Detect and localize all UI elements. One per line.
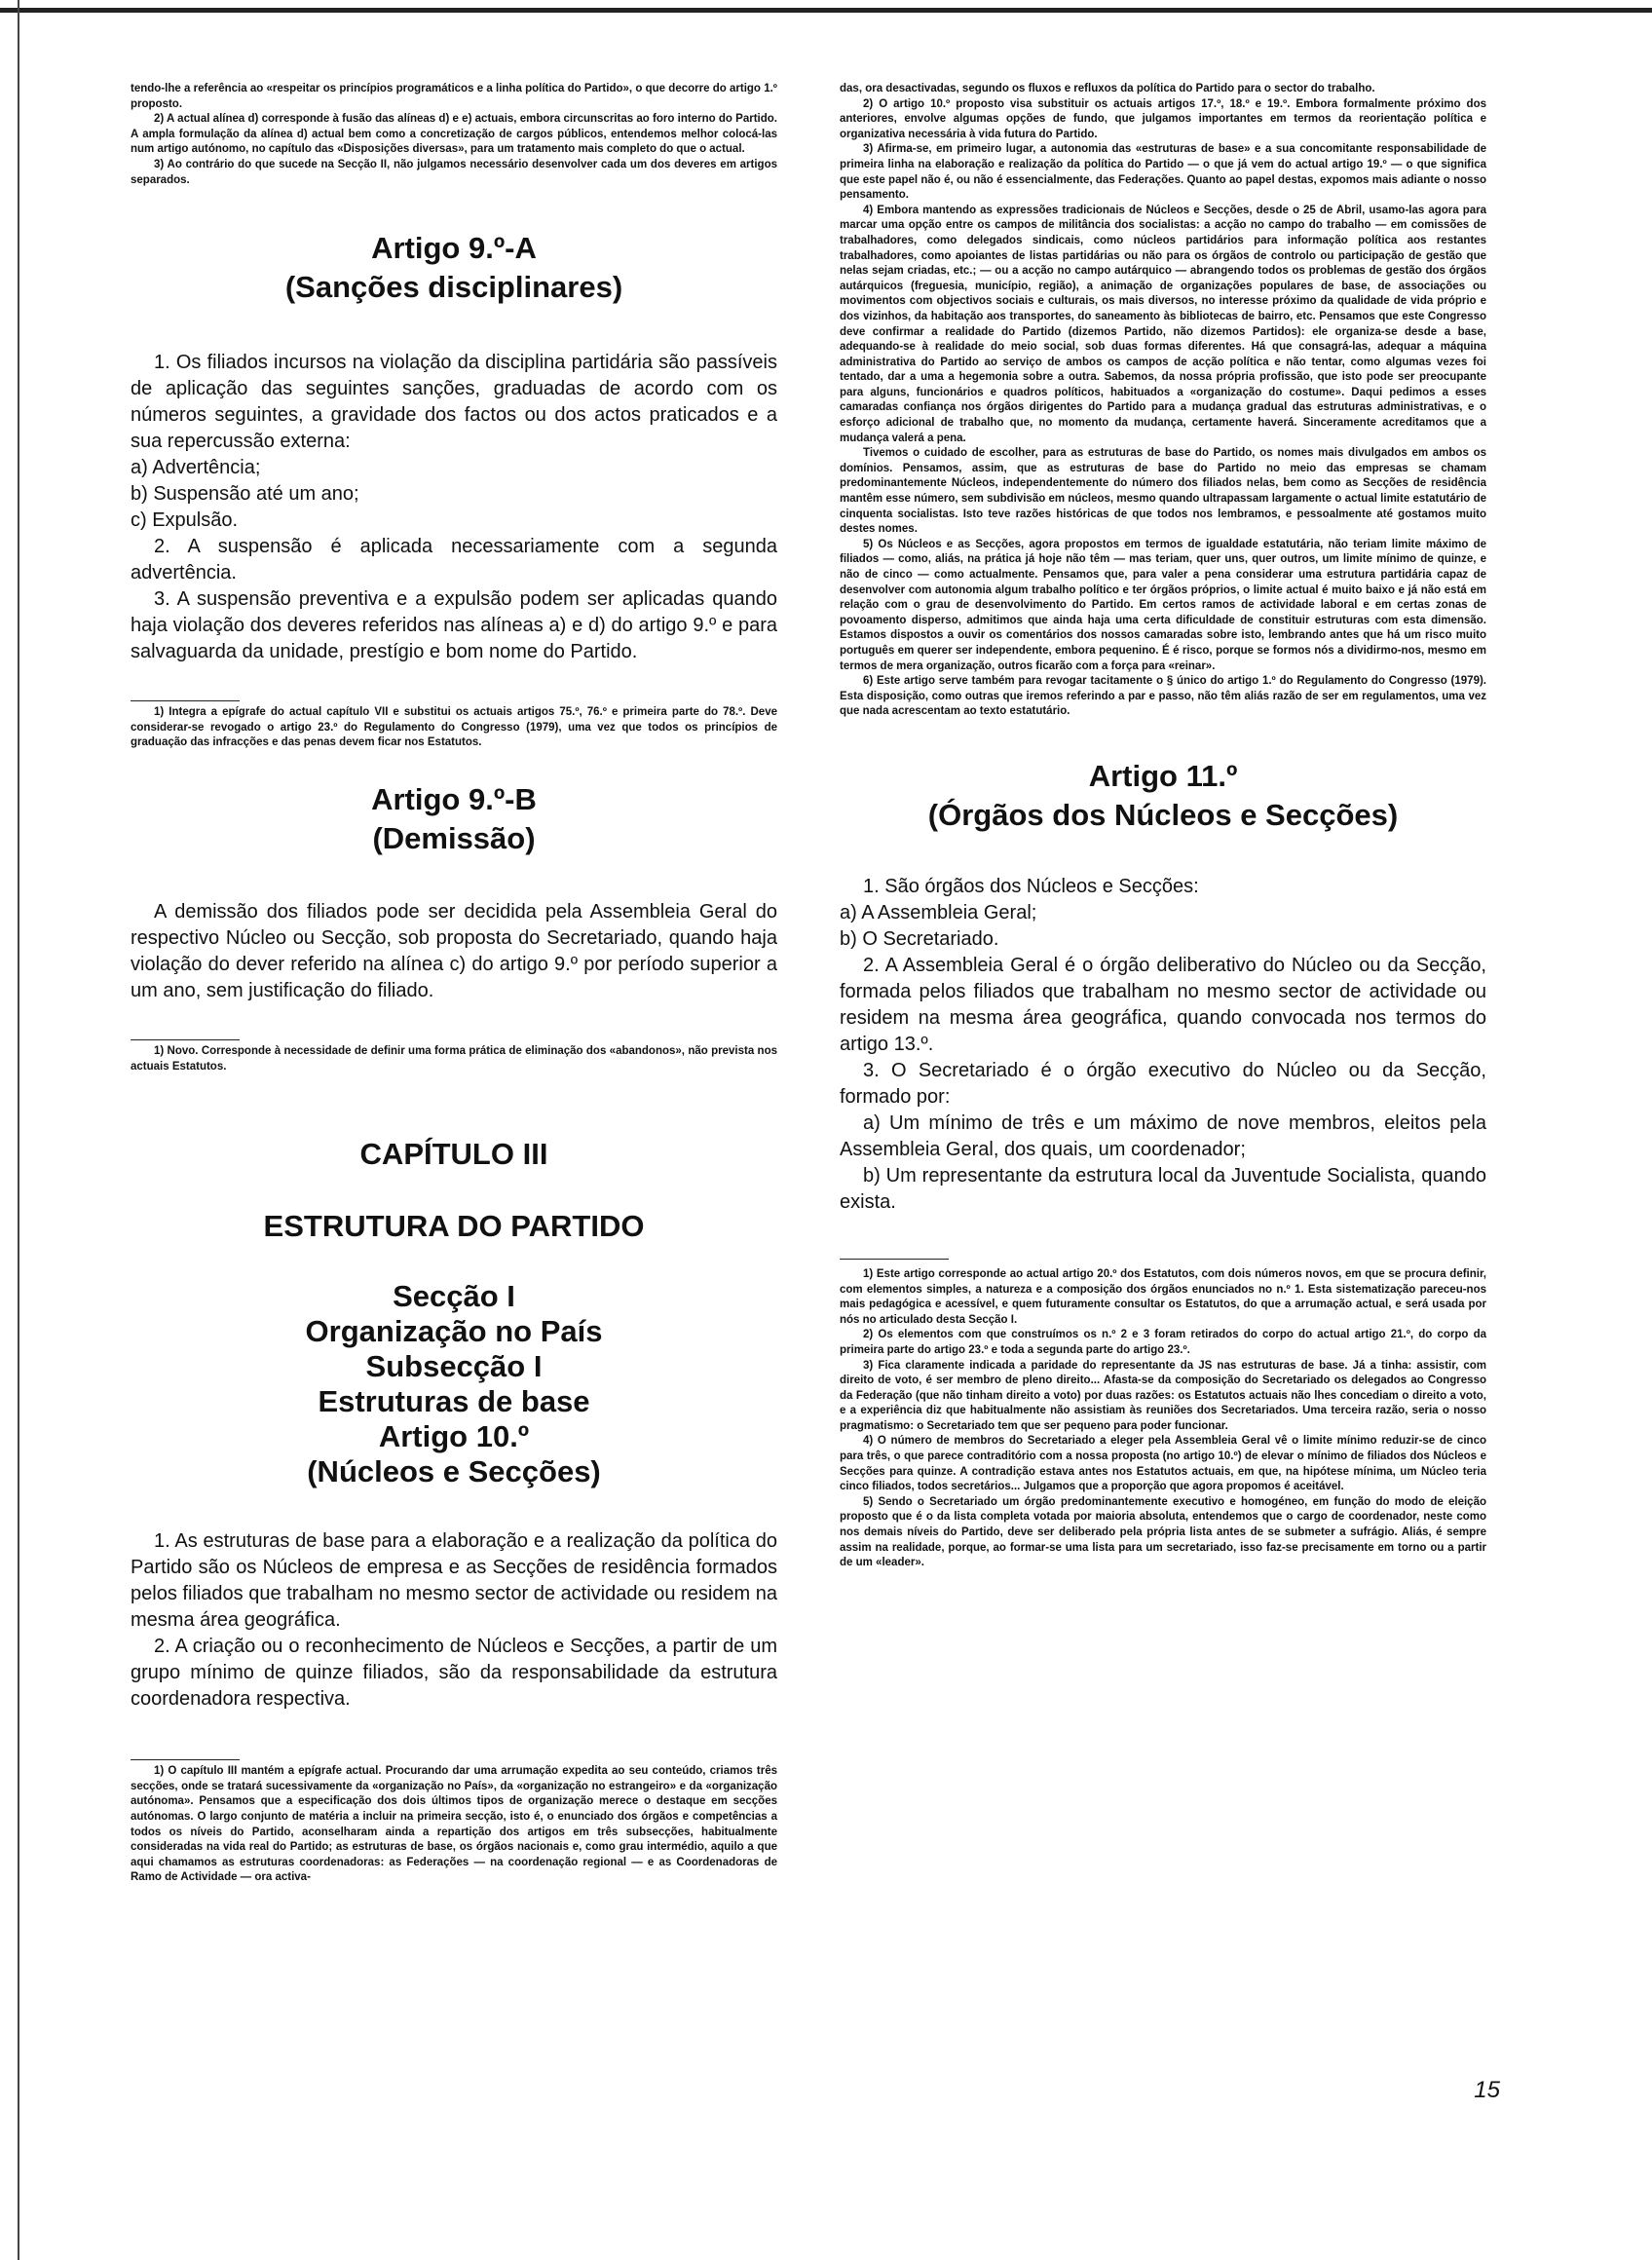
continued-note-2: 2) A actual alínea d) corresponde à fusão das alíneas d) e e) actuais, embora circunscritas ao foro interno do Partido. A ampla formulação da alínea d) actual bem como a concretização de cargos públicos, entendemos melhor colocá-las num artigo autónomo, no capítulo das «Disposições diversas», para um tratamento mais completo do que o actual. (131, 113, 777, 156)
article-11-item-3a: a) Um mínimo de três e um máximo de nove membros, eleitos pela Assembleia Geral, dos quais, um coordenador; (840, 1111, 1486, 1160)
article-10-title: Artigo 10.º (378, 1419, 530, 1454)
article-11-paragraph-1: 1. São órgãos dos Núcleos e Secções: (863, 875, 1199, 897)
article-9a-item-a: a) Advertência; (131, 457, 261, 479)
footnote-rule (131, 1759, 240, 1760)
article-9b-title: Artigo 9.º-B (371, 781, 537, 816)
article-9a-item-b: b) Suspensão até um ano; (131, 483, 359, 506)
right-column (840, 82, 1486, 1571)
article-9a-subtitle: (Sanções disciplinares) (284, 270, 623, 305)
continued-note-p6: 5) Os Núcleos e as Secções, agora propostos em termos de igualdade estatutária, não teriam limite máximo de filiados — como, aliás, na prática já hoje não têm — mas teriam, quer uns, quer outros, um limite mínimo de quinze, e não de cinco — como actualmente. Pensamos que, para valer a pena considerar uma estrutura partidária capaz de desenvolver com autonomia algum trabalho político e ter órgãos próprios, o limite actual é muito baixo e já não está em relação com o grau de desenvolvimento do Partido. Em certos ramos de actividade laboral e em certas zonas de povoamento disperso, admitimos que ainda haja uma certa dificuldade de constituir estruturas com esta dimensão. Estamos dispostos a ouvir os comentários dos nossos camaradas sobre isto, lembrando antes que há um risco muito português em querer ser independente, embora pequenino. É é risco, porque se formos nós a dividirmo-nos, mesmo em termos de mera organização, outros ficarão com a força para «reinar». (840, 538, 1486, 672)
article-10-paragraph-2: 2. A criação ou o reconhecimento de Núcleos e Secções, a partir de um grupo mínimo de quinze filiados, são da responsabilidade da estrutura coordenadora respectiva. (131, 1636, 777, 1711)
footnote-rule (840, 1259, 949, 1260)
section-heading: Secção I (393, 1279, 515, 1314)
article-9a-paragraph-3: 3. A suspensão preventiva e a expulsão podem ser aplicadas quando haja violação dos deveres referidos nas alíneas a) e d) do artigo 9.º e para salvaguarda da unidade, prestígio e bom nome do Partido. (131, 588, 777, 663)
section-title: Organização no País (305, 1314, 603, 1349)
article-11-title: Artigo 11.º (1088, 758, 1238, 793)
article-11-item-a: a) A Assembleia Geral; (840, 901, 1037, 923)
continued-note-p5: Tivemos o cuidado de escolher, para as estruturas de base do Partido, os nomes mais divulgados em ambos os domínios. Pensamos, assim, que as estruturas de base do Partido no meio das empresas se chamam predominantemente Núcleos, independentemente do número dos filiados nelas, bem como as Secções de residência mantêm esse número, sem subdivisão em núcleos, mesmo quando ultrapassam largamente o actual limite estatutário de cinquenta socialistas. Isto teve razões históricas de que todos nos lembramos, e pessoalmente até gostamos muito destes nomes. (840, 447, 1486, 536)
article-9b-paragraph-1: A demissão dos filiados pode ser decidida pela Assembleia Geral do respectivo Núcleo ou Secção, sob proposta do Secretariado, quando haja violação do dever referido na alínea c) do artigo 9.º por período superior a um ano, sem justificação do filiado. (131, 900, 777, 1001)
top-border (0, 8, 1652, 13)
subsection-title: Estruturas de base (318, 1384, 590, 1419)
article-9a-paragraph-1: 1. Os filiados incursos na violação da disciplina partidária são passíveis de aplicação das seguintes sanções, graduadas de acordo com os números seguintes, a gravidade dos factos ou dos actos praticados e a sua repercussão externa: (131, 352, 777, 453)
continued-note-3: 3) Ao contrário do que sucede na Secção II, não julgamos necessário desenvolver cada um dos deveres em artigos separados. (131, 158, 777, 186)
article-10-paragraph-1: 1. As estruturas de base para a elaboração e a realização da política do Partido são os Núcleos de empresa e as Secções de residência formados pelos filiados que trabalham no mesmo sector de actividade ou residem na mesma área geográfica. (131, 1530, 777, 1632)
chapter-heading: CAPÍTULO III (359, 1137, 548, 1172)
article-11-footnote-1: 1) Este artigo corresponde ao actual artigo 20.º dos Estatutos, com dois números novos, em que se procura definir, com elementos simples, a natureza e a composição dos órgãos enunciados no n.º 1. Esta sistematização pareceu-nos mais pedagógica e acessível, e quem futuramente consultar os Estatutos, do que a arrumação actual, e será usada por nós no articulado desta Secção I. (840, 1267, 1486, 1326)
article-9a-paragraph-2: 2. A suspensão é aplicada necessariamente com a segunda advertência. (131, 536, 777, 584)
footnote-rule (131, 1039, 240, 1040)
article-11-footnote-4: 4) O número de membros do Secretariado a eleger pela Assembleia Geral vê o limite mínimo reduzir-se de cinco para três, o que parece contraditório com a nossa proposta (no artigo 10.º) de elevar o mínimo de filiados dos Núcleos e Secções para quinze. A contradição estava antes nos Estatutos actuais, em que, na hipótese mínima, um Núcleo teria cinco filiados, todos secretários... Julgamos que a proporção que agora propomos é aceitável. (840, 1435, 1486, 1493)
continued-note-p2: 2) O artigo 10.º proposto visa substituir os actuais artigos 17.º, 18.º e 19.º. Embora formalmente próximo dos anteriores, envolve algumas opções de fundo, que julgamos importantes em termos da reorientação política e organizativa necessária à vida futura do Partido. (840, 97, 1486, 140)
article-9b-subtitle: (Demissão) (372, 820, 536, 855)
article-11-paragraph-3: 3. O Secretariado é o órgão executivo do Núcleo ou da Secção, formado por: (840, 1059, 1486, 1108)
article-11-item-b: b) O Secretariado. (840, 927, 999, 950)
continued-note-p1: das, ora desactivadas, segundo os fluxos e refluxos da política do Partido para o sector do trabalho. (840, 83, 1375, 94)
binding-edge (18, 0, 19, 2260)
continued-note-p3: 3) Afirma-se, em primeiro lugar, a autonomia das «estruturas de base» e a sua concomitante responsabilidade de primeira linha na elaboração e realização da política do Partido — o que já vem do actual artigo 19.º — o que significa que este papel não é, ou não é essencialmente, das Federações. Quanto ao papel destas, expomos mais adiante o nosso pensamento. (840, 143, 1486, 202)
footnote-rule (131, 700, 240, 701)
article-10-subtitle: (Núcleos e Secções) (307, 1454, 601, 1489)
article-9a-item-c: c) Expulsão. (131, 509, 239, 532)
chapter-title: ESTRUTURA DO PARTIDO (263, 1209, 645, 1244)
left-column (131, 82, 777, 1886)
chapter-footnote: 1) O capítulo III mantém a epígrafe actual. Procurando dar uma arrumação expedita ao seu conteúdo, criamos três secções, onde se tratará sucessivamente da «organização no País», da «organização no estrangeiro» e da «organização autónoma». Pensamos que a especificação dos dois últimos tipos de organização merece o destaque em secções autónomas. O largo conjunto de matéria a incluir na primeira secção, isto é, o enunciado dos órgãos e competências a todos os níveis do Partido, aconselharam ainda a repartição dos artigos em três subsecções, habitualmente consideradas na vida real do Partido; as estruturas de base, os órgãos nacionais e, como grau intermédio, aquilo a que aqui chamamos as estruturas coordenadoras: as Federações — na coordenação regional — e as Coordenadoras de Ramo de Actividade — ora activa- (131, 1765, 777, 1884)
article-11-subtitle: (Órgãos dos Núcleos e Secções) (927, 797, 1399, 832)
continued-note-p7: 6) Este artigo serve também para revogar tacitamente o § único do artigo 1.º do Regulamento do Congresso (1979). Esta disposição, como outras que iremos referindo a par e passo, não têm aliás razão de ser em regulamentos, uma vez que nada acrescentam ao texto estatutário. (840, 675, 1486, 718)
article-9b-footnote: 1) Novo. Corresponde à necessidade de definir uma forma prática de eliminação dos «abandonos», não prevista nos actuais Estatutos. (131, 1044, 777, 1073)
continued-note-1: tendo-lhe a referência ao «respeitar os princípios programáticos e a linha política do Partido», o que decorre do artigo 1.º proposto. (131, 83, 777, 110)
page-number: 15 (1474, 2077, 1500, 2103)
article-11-footnote-3: 3) Fica claramente indicada a paridade do representante da JS nas estruturas de base. Já a tinha: assistir, com direito de voto, é ser membro de pleno direito... Afasta-se da composição do Secretariado os delegados ao Congresso da Federação (que não tinham direito a voto) por duas razões: os Estatutos actuais não lhes concediam o direito a voto, e a experiência diz que habitualmente não assistiam às reuniões dos Secretariados. Uma terceira razão, seria o nosso pragmatismo: o Secretariado tem que ser pequeno para poder funcionar. (840, 1359, 1486, 1432)
article-11-paragraph-2: 2. A Assembleia Geral é o órgão deliberativo do Núcleo ou da Secção, formada pelos filiados que trabalham no mesmo sector de actividade ou residem na mesma área geográfica, quando convocada nos termos do artigo 13.º. (840, 954, 1486, 1055)
continued-note-p4: 4) Embora mantendo as expressões tradicionais de Núcleos e Secções, desde o 25 de Abril, usamo-las agora para marcar uma opção entre os campos de militância dos socialistas: a acção no campo do trabalho — em comissões de trabalhadores, como delegados sindicais, como núcleos partidários para informação política aos restantes trabalhadores, como apoiantes de listas partidárias ou não para os órgãos de controlo ou participação de gestão que nelas sejam criadas, etc.; — ou a acção no campo autárquico — abrangendo todos os problemas de gestão dos órgãos autárquicos (freguesia, município, região), a animação de organizações populares de base, de associações ou movimentos com objectivos sociais e culturais, os mais diversos, no interesse próximo da qualidade de vida próprio e dos vizinhos, da habitação aos transportes, do saneamento às bibliotecas de bairro, etc. Pensamos que este Congresso deve confirmar a realidade do Partido (dizemos Partido, não dizemos Partidos): ele organiza-se desde a base, adequando-se à realidade do meio social, sob duas formas diferentes. Há que consagrá-las, adequar a máquina administrativa do Partido ao serviço de ambos os campos de acção política e não tentar, como algumas vezes foi tentado, dar a uma a hegemonia sobre a outra. Sabemos, da nossa própria profissão, que isto pode ser preocupante para alguns, funcionários e quadros políticos, habituados a «organização do costume». Daqui pedimos a esses camaradas confiança nos órgãos dirigentes do Partido para a mudança gradual das estruturas administrativas, e o esforço adicional de trabalho que, no momento da mudança, certamente haverá. Sinceramente acreditamos que a mudança valerá a pena. (840, 204, 1486, 444)
article-11-footnote-2: 2) Os elementos com que construímos os n.º 2 e 3 foram retirados do corpo do actual artigo 21.º, do corpo da primeira parte do artigo 23.º e toda a segunda parte do artigo 23.º. (840, 1329, 1486, 1356)
article-11-item-3b: b) Um representante da estrutura local da Juventude Socialista, quando exista. (840, 1164, 1486, 1213)
subsection-heading: Subsecção I (365, 1349, 543, 1384)
article-9a-title: Artigo 9.º-A (371, 231, 537, 266)
article-11-footnote-5: 5) Sendo o Secretariado um órgão predominantemente executivo e homogéneo, em função do modo de eleição proposto que é o da lista completa votada por maioria absoluta, entendemos que o cargo de coordenador, neste como nos demais níveis do Partido, deve ser deliberado pela própria lista antes de se submeter a sufrágio. Aliás, é sempre assim na realidade, porque, ao formar-se uma lista para um secretariado, isso faz-se precisamente em torno ou a partir de um «leader». (840, 1495, 1486, 1569)
article-9a-footnote: 1) Integra a epígrafe do actual capítulo VII e substitui os actuais artigos 75.º, 76.º e primeira parte do 78.º. Deve considerar-se revogado o artigo 23.º do Regulamento do Congresso (1979), uma vez que todos os princípios de graduação das infracções e das penas devem ficar nos Estatutos. (131, 706, 777, 749)
